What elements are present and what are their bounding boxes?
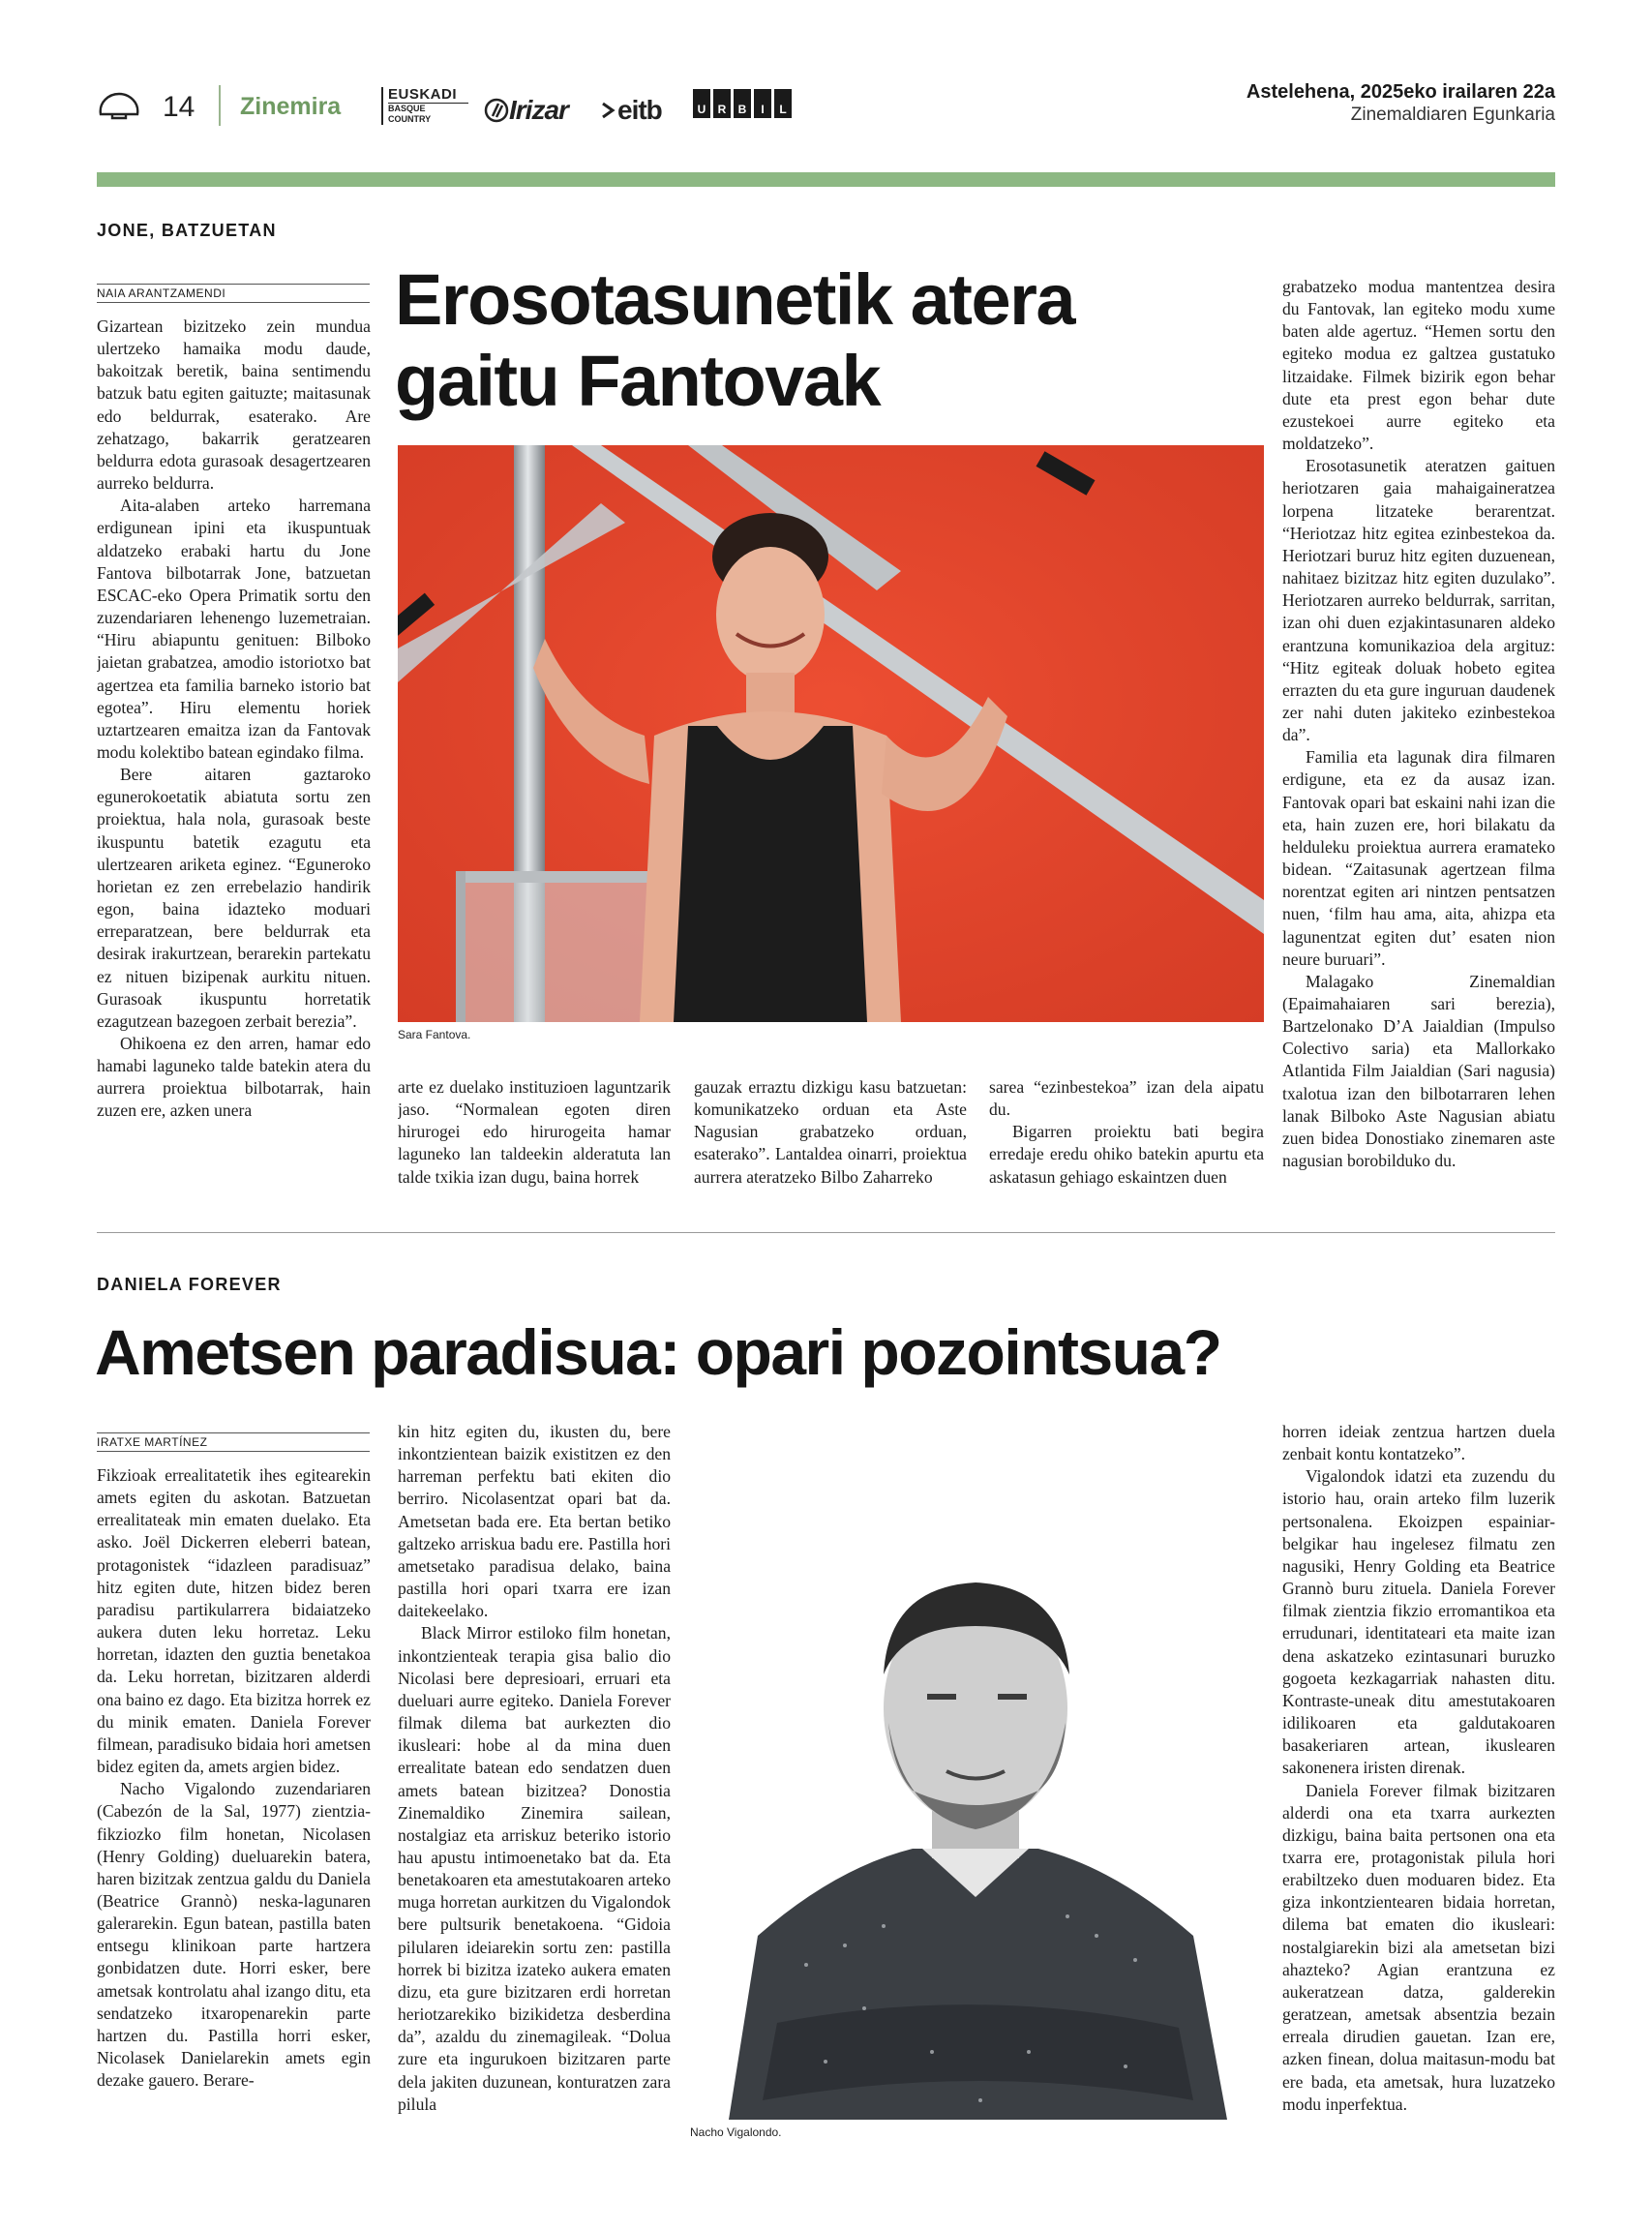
- article1-column2: [398, 1076, 671, 1197]
- article1-headline-line2: gaitu Fantovak: [395, 341, 881, 421]
- urbil-letter: L: [774, 89, 792, 118]
- euskadi-logo-line1: EUSKADI: [388, 86, 458, 103]
- article2-col3-paragraph: horren ideiak zentzua hartzen duela zenbait kontu kontatzeko”.: [1282, 1422, 1555, 1464]
- article2-col2-paragraph: Black Mirror estiloko film honetan, inkontzienteak terapia gisa balio dio Nicolasi bere depresioari, erruari eta dueluari aurre egiteko. Daniela Forever filmak dilema bat aurkezten dio ikusleari: hobe al da mina duen errealitate batean edo sendatzen duen amets batean bizitzea? Donostia Zinemaldiko Zinemira sailean, nostalgiaz eta arriskuz beteriko istorio hau apustu intimoenetako bat da. Eta benetakoaren eta amestutakoaren arteko muga horretan aurkitzen du Vigalondok bere pultsurik benetakoena. “Gidoia pilularen ideiarekin sortu zen: pastilla horrek bi bizitza izateko aukera ematen dizu, eta gure bizitzaren erdi horretan heriotzarekiko bizikidetza desberdina da”, azaldu du zinemagileak. “Dolua zure eta ingurukoen bizitzaren parte dela jakiten duzunean, konturatzen zara pilula: [398, 1623, 671, 2114]
- article2-byline: IRATXE MARTÍNEZ: [97, 1432, 370, 1452]
- article1-byline: NAIA ARANTZAMENDI: [97, 284, 370, 303]
- irizar-logo: [484, 95, 568, 126]
- urbil-letter: I: [754, 89, 771, 118]
- article1-column5: [1282, 276, 1555, 1197]
- article1-col4-paragraph: Bigarren proiektu bati begira erredaje eredu ohiko batekin apurtu eta askatasun gehiago eskaintzen duen: [989, 1122, 1264, 1187]
- sara-fantova-photo: [398, 445, 1264, 1022]
- article1-col5-paragraph: grabatzeko modua mantentzea desira du Fantovak, lan egiteko modu xume baten alde agertuz. “Hemen sortu den egiteko modua ez galtzea gustatuko litzaidake. Filmek bizirik egon behar dute eta prest egon behar dute ezustekoei aurre egiteko eta moldatzeko”.: [1282, 277, 1555, 454]
- article1-col2-paragraph: arte ez duelako instituzioen laguntzarik jaso. “Normalean egoten diren hirurogei edo hirurogeita hamar laguneko lan taldeekin alderatuta lan talde txikia izan dugu, baina horrek: [398, 1077, 671, 1187]
- eitb-logo: [600, 95, 662, 126]
- irizar-emblem-icon: [484, 98, 509, 123]
- article1-col4-paragraph: sarea “ezinbestekoa” izan dela aipatu du.: [989, 1077, 1264, 1120]
- euskadi-logo: [381, 87, 468, 125]
- photo-illustration: [690, 1481, 1264, 2120]
- article2-col3-paragraph: Vigalondok idatzi eta zuzendu du istorio hau, orain arteko film luzerik pertsonalena. Ekoizpen espainiar-belgikar hau ingelesez filmatu zen nagusiki, Henry Golding eta Beatrice Grannò buru zituela. Daniela Forever filmak zientzia fikzio erromantikoa eta errudunari, identitateari eta maite izan dena askatzeko ezintasunari buruzko gogoeta kezkagarriak nahasten ditu. Kontraste-uneak ditu amestutakoaren idilikoaren eta galdutakoaren basakeriaren artean, ikuslearen sakonenera iristen direnak.: [1282, 1466, 1555, 1778]
- article1-col1-paragraph: Bere aitaren gaztaroko egunerokoetatik abiatuta sortu zen proiektua, hala nola, gurasoak beste ikuspuntu batetik ezagutu eta ulertzearen ariketa eginez. “Eguneroko horietan ez zen errebelazio handirik egon, baina idazteko moduari erreparatzean, bere beldurrak eta desirak irakurtzean, berarekin partekatu ez nituen bizipenak aurkitu nituen. Gurasoak ikuspuntu horretatik ezagutzean bazegoen zerbait berezia”.: [97, 765, 371, 1031]
- article1-column3: [694, 1076, 967, 1197]
- photo-illustration: [398, 445, 1264, 1022]
- urbil-letter: B: [734, 89, 751, 118]
- article-divider: [97, 1232, 1555, 1233]
- article1-col5-paragraph: Malagako Zinemaldian (Epaimahaiaren sari berezia), Bartzelonako D’A Jaialdian (Impulso Colectivo saria) eta Mallorkako Atlantida Film Jaialdian (Sari nagusia) txalotua izan den bilbotarraren lehen lanak Bilboko Aste Nagusian abiatu zuen bidea Donostiako zinemaren aste nagusian borobilduko du.: [1282, 971, 1555, 1171]
- eitb-logo-text: eitb: [617, 95, 662, 125]
- irizar-logo-text: Irizar: [509, 95, 568, 125]
- article1-col1-paragraph: Aita-alaben arteko harremana erdigunean ipini eta ikuspuntuak aldatzeko erabaki hartu du Jone Fantova bilbotarrak Jone, batzuetan ESCAC-eko Opera Primatik sortu den zuzendariaren lehenengo luzemetraian. “Hiru abiapuntu genituen: Bilboko jaietan grabatzea, amodio istoriotxo bat agertzea eta familia barneko istorio bat egotea”. Hiru elementu horiek uztartzearen emaitza izan da Fantovak modu kolektibo batean egindako filma.: [97, 496, 371, 762]
- article2-kicker: DANIELA FOREVER: [97, 1275, 282, 1294]
- header-separator: [219, 85, 221, 126]
- article2-headline: Ametsen paradisua: opari pozointsua?: [95, 1316, 1221, 1388]
- article1-column4: [989, 1076, 1264, 1197]
- issue-date: Astelehena, 2025eko irailaren 22a: [1246, 81, 1555, 103]
- section-name: Zinemira: [240, 93, 342, 120]
- article2-col2-paragraph: kin hitz egiten du, ikusten du, bere inkontzientean baizik existitzen ez den harreman perfektu bati ekiten dio berriro. Nicolasentzat opari bat da. Ametsetan bada ere. Eta bertan betiko galtzeko arriskua badu ere. Pastilla hori ametsetako paradisua delako, baina pastilla hori opari txarra ere izan daitekeelako.: [398, 1422, 671, 1621]
- article1-column1: [97, 316, 371, 1196]
- article1-col1-paragraph: Gizartean bizitzeko zein mundua ulertzeko hamaika modu daude, bakoitzak beretik, baina sentimendu batzuk batu egiten gaituzte; maitasunak edo beldurrak, esaterako. Are zehatzago, bakarrik geratzearen beldurra edota gurasoak desagertzearen aurreko beldurra.: [97, 316, 371, 494]
- article2-col3-paragraph: Daniela Forever filmak bizitzaren alderdi ona eta txarra aurkezten dizkigu, baina baita pertsonen ona eta txarra ere, protagonistak pilula hori erabiltzeko duen moduaren bidez. Eta giza inkontzientearen bidaia horretan, dilema bat ematen dio ikusleari: nostalgiarekin bizi ala ametsetan bizi ahazteko? Agian erantzuna ez aukeratzean datza, galderekin geratzean, ametsak absentzia bezain erreala dirudien gauetan. Izan ere, azken finean, dolua maitasun-modu bat ere bada, eta ametsak, hura luzatzeko modu inperfektua.: [1282, 1780, 1555, 2114]
- publication-name: Zinemaldiaren Egunkaria: [1350, 105, 1555, 125]
- article1-col5-paragraph: Familia eta lagunak dira filmaren erdigune, eta ez da ausaz izan. Fantovak opari bat eskaini nahi izan die eta, hain zuzen ere, hori bilakatu da helduleku proiektua aurrera eramateko bidean. “Zaitasunak agertzean filma norentzat egiten ari nintzen pentsatzen nuen, ‘film hau ama, aita, ahizpa eta lagunentzat egiten dut’ esaten nion neure buruari”.: [1282, 747, 1555, 969]
- article1-col1-paragraph: Ohikoena ez den arren, hamar edo hamabi laguneko talde batekin atera du aurrera proiektua bilbotarrak, hain zuzen ere, azken unera: [97, 1034, 371, 1121]
- shell-logo-icon: [97, 91, 141, 120]
- urbil-letter: R: [713, 89, 731, 118]
- urbil-letter: U: [693, 89, 710, 118]
- article2-column2: [398, 1421, 671, 2150]
- article1-kicker: JONE, BATZUETAN: [97, 221, 277, 240]
- article2-photo-caption: Nacho Vigalondo.: [690, 2125, 782, 2139]
- page-number: 14: [163, 91, 195, 123]
- article1-headline: [395, 259, 1074, 422]
- article2-col1-paragraph: Fikzioak errealitatetik ihes egitearekin amets egiten du askotan. Batzuetan errealitateak min ematen duelako. Eta asko. Joël Dickerren eleberri batean, protagonistek “idazleen paradisuaz” hitz egiten dute, hitzen bidez beren paradisu partikularrera bidaiatzeko aukera duten leku horretaz. Leku horretan, idazten den guztia benetakoa da. Leku horretan, bizitzaren alderdi ona baino ez dago. Eta bizitza horrek ez du minik ematen. Daniela Forever filmean, paradisuko bidaia hori ametsen bidez egiten da, amets argien bidez.: [97, 1465, 371, 1777]
- article1-col3-paragraph: gauzak erraztu dizkigu kasu batzuetan: komunikatzeko orduan eta Aste Nagusian grabatzeko orduan, esaterako”. Lantaldea oinarri, proiektua aurrera ateratzeko Bilbo Zaharreko: [694, 1077, 967, 1187]
- article1-col5-paragraph: Erosotasunetik ateratzen gaituen heriotzaren gaia mahaigaineratzea lorpena litzateke berarentzat. “Heriotzaz hitz egitea ezinbestekoa da. Heriotzari buruz hitz egiten duzuenean, nahitaez bizitzaz hitz egiten duzulako”. Heriotzaren aurreko beldurrak, sarritan, izan ohi duen ezjakintasunaren aldeko erantzuna komunikazioa dela argituz: “Hitz egiteak doluak hobeto egitea errazten du eta gure inguruan daudenek zer nahi duten jakiteko ezinbestekoa da”.: [1282, 456, 1555, 745]
- urbil-logo: [693, 89, 792, 118]
- article1-photo-caption: Sara Fantova.: [398, 1028, 471, 1041]
- article2-column3: [1282, 1421, 1555, 2150]
- article2-col1-paragraph: Nacho Vigalondo zuzendariaren (Cabezón de la Sal, 1977) zientzia-fikziozko film honetan, Nicolasen (Henry Golding) dueluarekin batera, haren bizitzak zentzua galdu du Daniela (Beatrice Grannò) neska-lagunaren galerarekin. Egun batean, pastilla baten entsegu klinikoan parte hartzera gonbidatzen dute. Horri esker, bere ametsak kontrolatu ahal izango ditu, eta sendatzeko itxaropenarekin parte hartzen du. Pastilla horri esker, Nicolasek Danielarekin amets egin dezake gauero. Berare-: [97, 1779, 371, 2091]
- header-accent-bar: [97, 172, 1555, 187]
- eitb-emblem-icon: [600, 100, 617, 121]
- nacho-vigalondo-photo: [690, 1481, 1264, 2120]
- euskadi-logo-line2: BASQUE COUNTRY: [388, 103, 468, 125]
- article2-column1: [97, 1464, 371, 2150]
- article1-headline-line1: Erosotasunetik atera: [395, 259, 1075, 340]
